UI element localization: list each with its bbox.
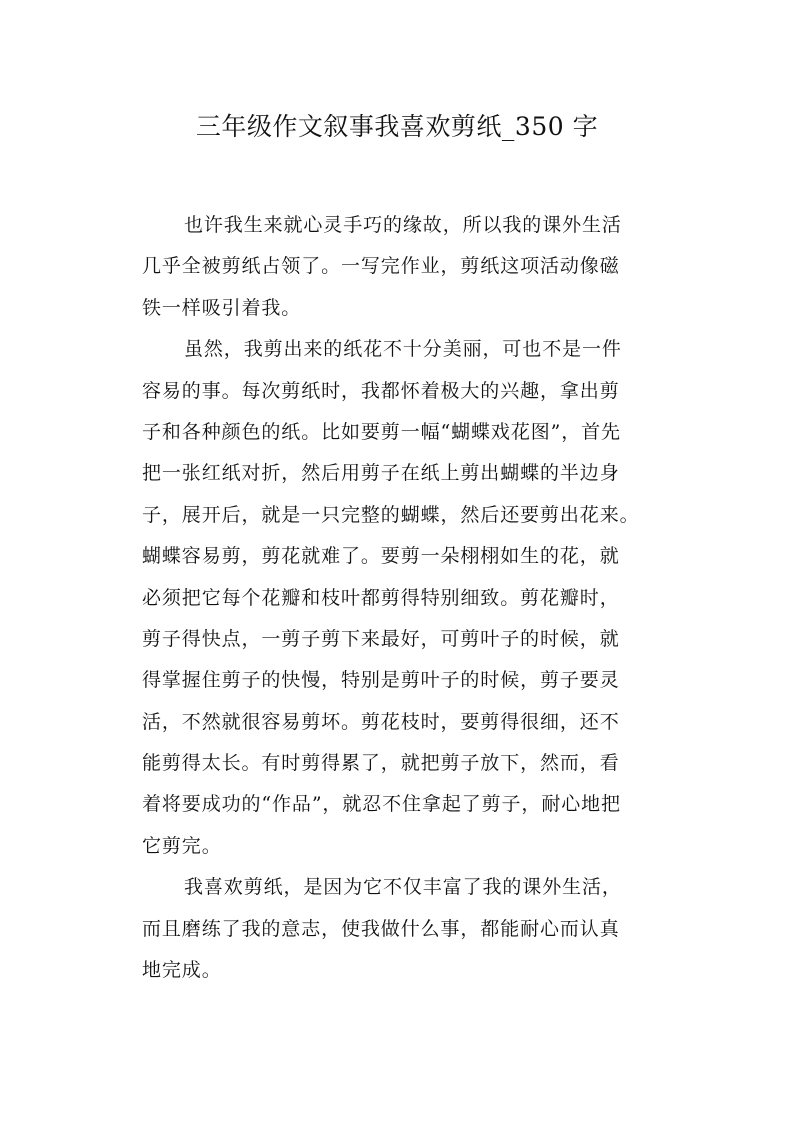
- text-line: 着将要成功的“作品”，就忍不住拿起了剪子，耐心地把: [142, 793, 621, 816]
- text-line: 而且磨练了我的意志，使我做什么事，都能耐心而认真: [142, 917, 620, 940]
- text-line: 几乎全被剪纸占领了。一写完作业，剪纸这项活动像磁: [142, 255, 620, 278]
- text-line: 虽然，我剪出来的纸花不十分美丽，可也不是一件: [184, 338, 622, 361]
- text-line: 它剪完。: [142, 834, 222, 857]
- paragraph-2: [142, 329, 682, 867]
- text-line: 容易的事。每次剪纸时，我都怀着极大的兴趣，拿出剪: [142, 379, 620, 402]
- paragraph-3: [142, 867, 682, 991]
- text-line: 得掌握住剪子的快慢，特别是剪叶子的时候，剪子要灵: [142, 669, 620, 692]
- text-line: 子，展开后，就是一只完整的蝴蝶，然后还要剪出花来。: [142, 503, 640, 526]
- text-line: 活，不然就很容易剪坏。剪花枝时，要剪得很细，还不: [142, 710, 620, 733]
- text-line: 蝴蝶容易剪，剪花就难了。要剪一朵栩栩如生的花，就: [142, 545, 620, 568]
- text-line: 剪子得快点，一剪子剪下来最好，可剪叶子的时候，就: [142, 627, 620, 650]
- text-line: 我喜欢剪纸，是因为它不仅丰富了我的课外生活，: [184, 876, 622, 899]
- text-line: 把一张红纸对折，然后用剪子在纸上剪出蝴蝶的半边身: [142, 462, 620, 485]
- text-line: 必须把它每个花瓣和枝叶都剪得特别细致。剪花瓣时，: [142, 586, 620, 609]
- document-title: 三年级作文叙事我喜欢剪纸_350 字: [195, 112, 599, 141]
- text-line: 铁一样吸引着我。: [142, 296, 302, 319]
- text-line: 地完成。: [142, 959, 222, 982]
- paragraph-1: [142, 205, 682, 329]
- text-line: 子和各种颜色的纸。比如要剪一幅“蝴蝶戏花图”，首先: [142, 420, 621, 443]
- text-line: 能剪得太长。有时剪得累了，就把剪子放下，然而，看: [142, 752, 620, 775]
- document-body: [142, 205, 682, 991]
- text-line: 也许我生来就心灵手巧的缘故，所以我的课外生活: [184, 214, 622, 236]
